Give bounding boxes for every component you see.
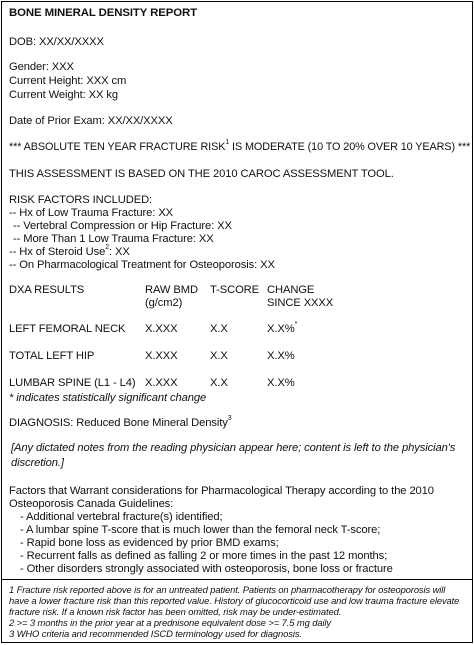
dxa-row-tscore: X.X <box>210 350 228 362</box>
factor-item: - A lumbar spine T-score that is much lower than the femoral neck T-score; <box>20 524 381 536</box>
risk-factor-vertebral: -- Vertebral Compression or Hip Fracture: XX <box>13 220 232 232</box>
assessment-statement: THIS ASSESSMENT IS BASED ON THE 2010 CAROC ASSESSMENT TOOL. <box>9 168 394 180</box>
footnote-1-line-2: have a lower fracture risk than this reported value. History of glucocorticoid use and low trauma fracture elevate <box>9 595 460 606</box>
factors-heading-line-2: Osteoporosis Canada Guidelines: <box>9 498 174 510</box>
fracture-risk-statement: *** ABSOLUTE TEN YEAR FRACTURE RISK$^1$ IS MODERATE (10 TO 20% OVER 10 YEARS) *** <box>9 139 471 153</box>
footnote-3: 3 WHO criteria and recommended ISCD terminology used for diagnosis. <box>9 628 302 639</box>
footnote-divider <box>2 579 472 580</box>
dxa-row-bmd: X.XXX <box>145 377 178 389</box>
dxa-header-results: DXA RESULTS <box>9 284 85 296</box>
risk-factor-pharm: -- On Pharmacological Treatment for Osteoporosis: XX <box>9 259 275 271</box>
report-page <box>1 1 473 643</box>
dxa-row-change: X.X% <box>267 377 295 389</box>
dxa-row-site: TOTAL LEFT HIP <box>9 350 95 362</box>
risk-factor-steroid: -- Hx of Steroid Use$^2$: XX <box>9 244 130 258</box>
factor-item: - Other disorders strongly associated with osteoporosis, bone loss or fracture <box>20 563 393 575</box>
dob-field: DOB: XX/XX/XXXX <box>9 36 104 48</box>
diagnosis: DIAGNOSIS: Reduced Bone Mineral Density$^3$ <box>9 415 232 429</box>
dxa-row-site: LEFT FEMORAL NECK <box>9 323 126 335</box>
dxa-header-bmd: RAW BMD <box>145 284 198 296</box>
factor-item: - Rapid bone loss as evidenced by prior BMD exams; <box>20 537 279 549</box>
prior-exam-field: Date of Prior Exam: XX/XX/XXXX <box>9 115 173 127</box>
risk-factors-heading: RISK FACTORS INCLUDED: <box>9 194 153 206</box>
weight-field: Current Weight: XX kg <box>9 89 118 101</box>
dxa-row-bmd: X.XXX <box>145 350 178 362</box>
dxa-row-tscore: X.X <box>210 377 228 389</box>
footnote-1-line-1: 1 Fracture risk reported above is for an untreated patient. Patients on pharmacotherapy for osteoporosis will <box>9 584 446 595</box>
gender-field: Gender: XXX <box>9 61 74 73</box>
footnote-1-line-3: fracture risk. If a known risk factor has been omitted, risk may be under-estimated. <box>9 606 342 617</box>
dxa-header-tscore: T-SCORE <box>210 284 260 296</box>
dxa-significance-note: * indicates statistically significant change <box>9 392 207 404</box>
dxa-header-change-since: SINCE XXXX <box>267 297 334 309</box>
dictated-notes-line-1: [Any dictated notes from the reading physician appear here; content is left to the physician's <box>11 442 456 454</box>
dxa-row-change: X.X% <box>267 350 295 362</box>
dxa-row-tscore: X.X <box>210 323 228 335</box>
dxa-row-change: X.X%* <box>267 321 298 335</box>
dxa-row-bmd: X.XXX <box>145 323 178 335</box>
report-title: BONE MINERAL DENSITY REPORT <box>9 7 198 19</box>
dxa-row-site: LUMBAR SPINE (L1 - L4) <box>9 377 136 389</box>
risk-factor-more-than-one: -- More Than 1 Low Trauma Fracture: XX <box>13 233 214 245</box>
dxa-header-bmd-unit: (g/cm2) <box>145 297 183 309</box>
factor-item: - Additional vertebral fracture(s) identified; <box>20 511 223 523</box>
risk-factor-low-trauma: -- Hx of Low Trauma Fracture: XX <box>9 207 174 219</box>
factor-item: - Recurrent falls as defined as falling 2 or more times in the past 12 months; <box>20 550 388 562</box>
dxa-header-change: CHANGE <box>267 284 315 296</box>
footnote-2: 2 >= 3 months in the prior year at a prednisone equivalent dose >= 7.5 mg daily <box>9 617 331 628</box>
height-field: Current Height: XXX cm <box>9 75 127 87</box>
dictated-notes-line-2: discretion.] <box>11 457 64 469</box>
factors-heading-line-1: Factors that Warrant considerations for Pharmacological Therapy according to the 2010 <box>9 485 434 497</box>
